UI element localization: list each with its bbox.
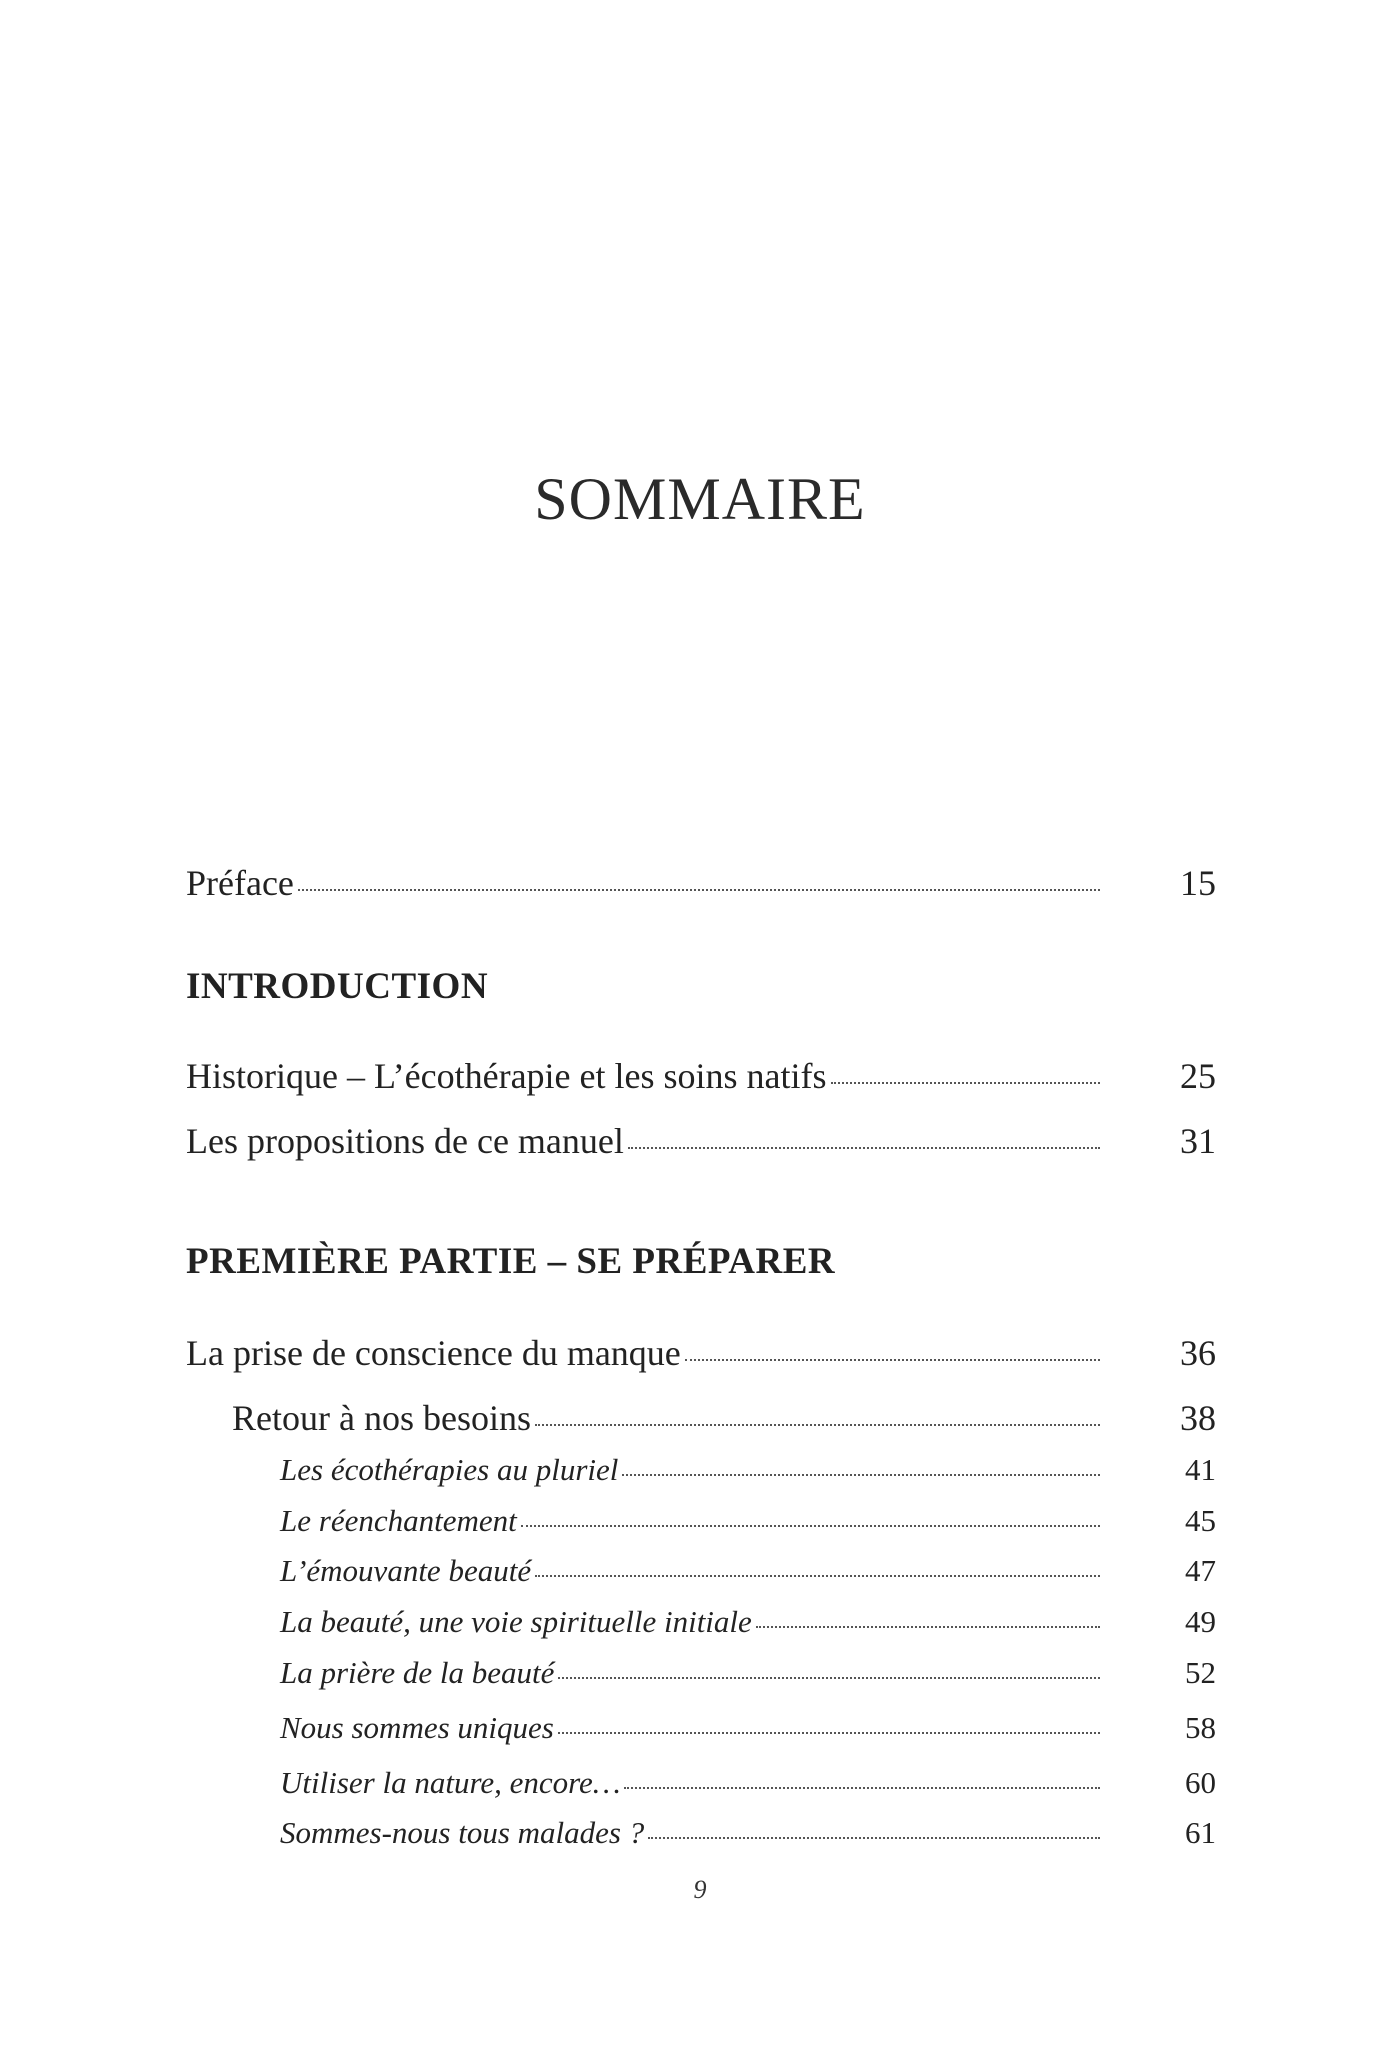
- toc-entry-page: 52: [1185, 1655, 1216, 1690]
- toc-entry-ecotherapies[interactable]: [186, 1452, 1216, 1488]
- dot-leader: [535, 1424, 1100, 1426]
- toc-entry-page: 31: [1180, 1121, 1216, 1161]
- dot-leader: [648, 1837, 1100, 1839]
- toc-entry-page: 41: [1185, 1452, 1216, 1487]
- dot-leader: [535, 1575, 1100, 1577]
- toc-entry-label: Les propositions de ce manuel: [186, 1121, 624, 1161]
- dot-leader: [558, 1732, 1100, 1734]
- dot-leader: [558, 1677, 1100, 1679]
- toc-entry-reenchantement[interactable]: [186, 1503, 1216, 1539]
- toc-entry-sommes-uniques[interactable]: [186, 1710, 1216, 1746]
- toc-entry-voie-spirituelle[interactable]: [186, 1604, 1216, 1640]
- toc-entry-label: Nous sommes uniques: [280, 1710, 554, 1745]
- dot-leader: [622, 1474, 1100, 1476]
- toc-entry-tous-malades[interactable]: [186, 1815, 1216, 1851]
- toc-entry-page: 58: [1185, 1710, 1216, 1745]
- toc-entry-page: 60: [1185, 1765, 1216, 1800]
- toc-entry-prise-de-conscience[interactable]: [186, 1332, 1216, 1374]
- toc-entry-label: La prise de conscience du manque: [186, 1333, 681, 1373]
- toc-entry-label: Les écothérapies au pluriel: [280, 1452, 619, 1487]
- dot-leader: [298, 889, 1100, 891]
- toc-entry-preface[interactable]: [186, 862, 1216, 904]
- toc-entry-retour-besoins[interactable]: [186, 1397, 1216, 1439]
- toc-entry-label: Sommes-nous tous malades ?: [280, 1815, 645, 1850]
- toc-entry-label: La beauté, une voie spirituelle initiale: [280, 1604, 752, 1639]
- toc-entry-label: L’émouvante beauté: [280, 1553, 532, 1588]
- toc-entry-page: 47: [1185, 1553, 1216, 1588]
- page-number: 9: [693, 1875, 707, 1904]
- toc-entry-page: 45: [1185, 1503, 1216, 1538]
- toc-entry-label: Retour à nos besoins: [232, 1398, 531, 1438]
- toc-entry-propositions[interactable]: [186, 1120, 1216, 1162]
- toc-entry-label: La prière de la beauté: [280, 1655, 555, 1690]
- toc-entry-page: 36: [1180, 1333, 1216, 1373]
- toc-entry-page: 15: [1180, 863, 1216, 903]
- toc-entry-historique[interactable]: [186, 1055, 1216, 1097]
- page-title: SOMMAIRE: [534, 466, 866, 532]
- toc-entry-page: 25: [1180, 1056, 1216, 1096]
- toc-entry-label: Historique – L’écothérapie et les soins natifs: [186, 1056, 827, 1096]
- table-of-contents: [186, 0, 1216, 2053]
- dot-leader: [628, 1147, 1100, 1149]
- toc-entry-label: Préface: [186, 863, 294, 903]
- dot-leader: [685, 1359, 1100, 1361]
- section-heading-introduction: INTRODUCTION: [186, 966, 489, 1007]
- toc-entry-page: 61: [1185, 1815, 1216, 1850]
- dot-leader: [624, 1787, 1100, 1789]
- dot-leader: [831, 1082, 1100, 1084]
- toc-entry-priere-beaute[interactable]: [186, 1655, 1216, 1691]
- toc-entry-utiliser-nature[interactable]: [186, 1765, 1216, 1801]
- toc-entry-page: 49: [1185, 1604, 1216, 1639]
- toc-entry-page: 38: [1180, 1398, 1216, 1438]
- dot-leader: [756, 1626, 1100, 1628]
- dot-leader: [521, 1525, 1100, 1527]
- toc-entry-label: Le réenchantement: [280, 1503, 517, 1538]
- toc-entry-label: Utiliser la nature, encore…: [280, 1765, 621, 1800]
- section-heading-premiere-partie: PREMIÈRE PARTIE – SE PRÉPARER: [186, 1241, 836, 1282]
- toc-entry-emouvante-beaute[interactable]: [186, 1553, 1216, 1589]
